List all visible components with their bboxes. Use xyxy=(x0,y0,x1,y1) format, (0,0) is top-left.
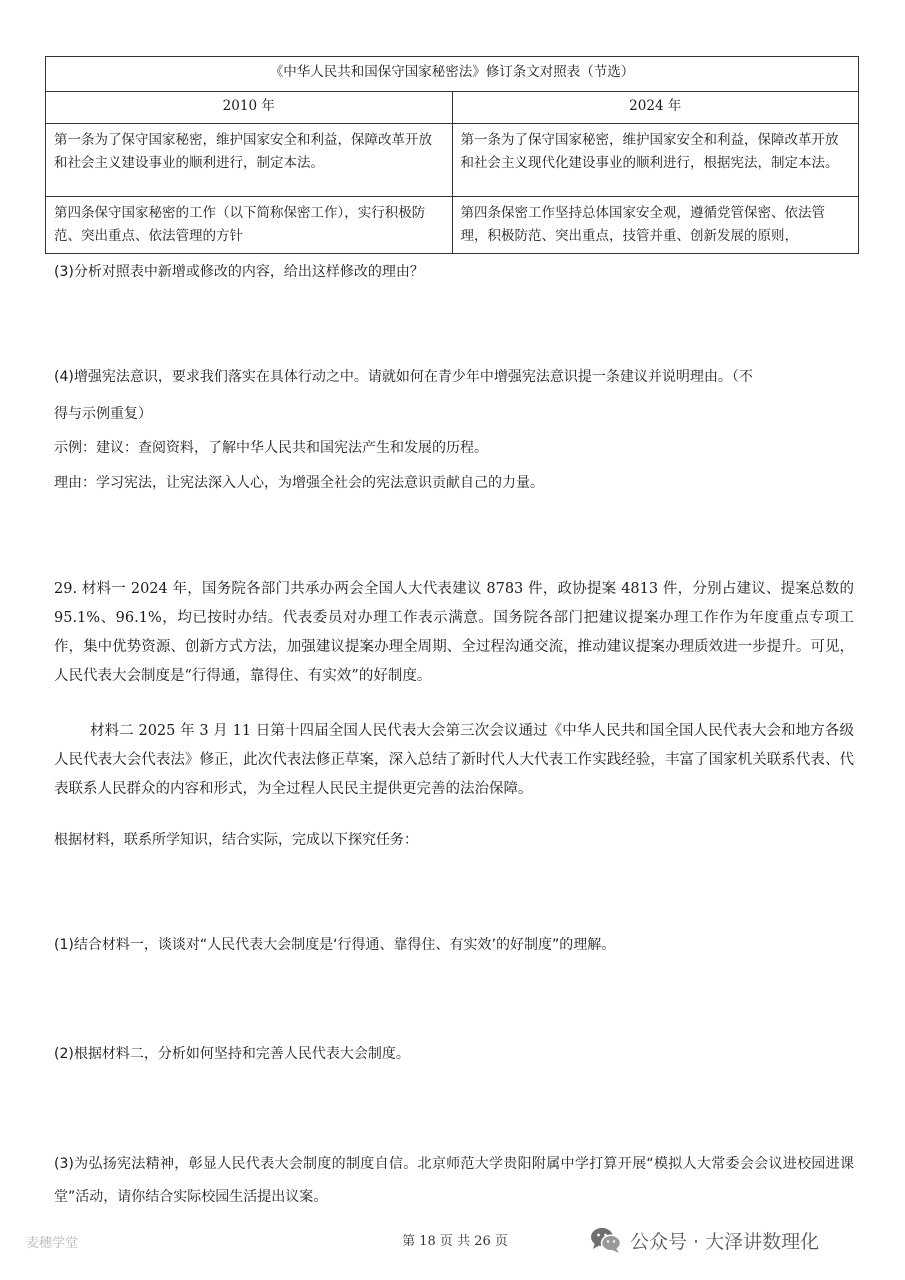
cell-text: 第四条保守国家秘密的工作（以下简称保密工作），实行积极防范、突出重点、依法管理的方针 xyxy=(54,205,426,244)
example-reason: 理由：学习宪法，让宪法深入人心，为增强全社会的宪法意识贡献自己的力量。 xyxy=(54,475,544,491)
question-4-line-2: 得与示例重复） xyxy=(54,406,152,422)
table-cell-2024: 第一条为了保守国家秘密，维护国家安全和利益，保障改革开放和社会主义现代化建设事业的顺利进行，根据宪法，制定本法。 xyxy=(452,124,859,197)
example-suggestion: 示例：建议：查阅资料，了解中华人民共和国宪法产生和发展的历程。 xyxy=(54,440,488,456)
table-cell-2024 xyxy=(452,197,859,254)
question-29-2: (2)根据材料二，分析如何坚持和完善人民代表大会制度。 xyxy=(54,1046,410,1062)
question-4-line-1: (4)增强宪法意识，要求我们落实在具体行动之中。请就如何在青少年中增强宪法意识提一条建议并说明理由。（不 xyxy=(54,369,753,385)
table-row xyxy=(46,124,859,197)
column-header-2010: 2010 年 xyxy=(46,92,453,124)
wechat-icon xyxy=(590,1226,622,1254)
table-cell-2010: 第一条为了保守国家秘密，维护国家安全和利益，保障改革开放和社会主义建设事业的顺利进行，制定本法。 xyxy=(46,124,453,197)
question-29-material-1: 29. 材料一 2024 年，国务院各部门共承办两会全国人大代表建议 8783 件，政协提案 4813 件，分别占建议、提案总数的 95.1%、96.1%，均已按时办结。代表委员对办理工作表示满意。国务院各部门把建议提案办理工作作为年度重点专项工作，集中优势资源、创新方式方法，加强建议提案办理全周期、全过程沟通交流，推动建议提案办理质效进一步提升。可见，人民代表大会制度是“行得通，靠得住、有实效”的好制度。 xyxy=(54,581,854,684)
wechat-account-badge xyxy=(590,1222,819,1258)
question-3: (3)分析对照表中新增或修改的内容，给出这样修改的理由？ xyxy=(54,264,424,280)
question-29-instruction: 根据材料，联系所学知识，结合实际，完成以下探究任务： xyxy=(54,832,418,848)
watermark-text: 麦穗学堂 xyxy=(26,1236,79,1251)
comparison-table xyxy=(45,56,859,254)
question-29-1: (1)结合材料一，谈谈对“人民代表大会制度是‘行得通、靠得住、有实效’的好制度”的理解。 xyxy=(54,937,616,953)
table-cell-2010 xyxy=(46,197,453,254)
question-29-3: (3)为弘扬宪法精神，彰显人民代表大会制度的制度自信。北京师范大学贵阳附属中学打算开展“模拟人大常委会会议进校园进课堂”活动，请你结合实际校园生活提出议案。 xyxy=(54,1156,854,1205)
question-29-material-2: 材料二 2025 年 3 月 11 日第十四届全国人民代表大会第三次会议通过《中华人民共和国全国人民代表大会和地方各级人民代表大会代表法》修正，此次代表法修正草案，深入总结了新时代人大代表工作实践经验，丰富了国家机关联系代表、代表联系人民群众的内容和形式，为全过程人民民主提供更完善的法治保障。 xyxy=(54,723,854,797)
cell-text: 第四条保密工作坚持总体国家安全观，遵循党管保密、依法管理，积极防范、突出重点，技管并重、创新发展的原则， xyxy=(460,205,825,244)
account-name: 公众号 · 大泽讲数理化 xyxy=(630,1230,820,1253)
table-title: 《中华人民共和国保守国家秘密法》修订条文对照表（节选） xyxy=(46,57,859,92)
page-number: 第 18 页 共 26 页 xyxy=(402,1234,508,1249)
column-header-2024: 2024 年 xyxy=(452,92,859,124)
table-row xyxy=(46,197,859,254)
